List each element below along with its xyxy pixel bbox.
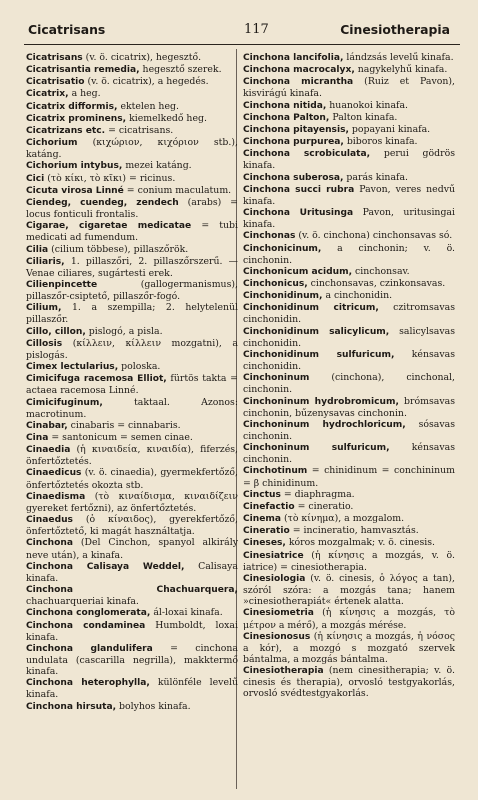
dictionary-entry (26, 620, 238, 643)
entry-headword: Cinefactio (243, 501, 295, 512)
dictionary-entry (26, 561, 238, 584)
entry-headword: Cinchona pitayensis, (243, 124, 349, 135)
entry-headword: Cinchona lancifolia, (243, 53, 344, 63)
dictionary-entry (26, 64, 238, 76)
entry-definition: kóros mozgalmak; v. ö. cinesis. (285, 537, 435, 549)
entry-definition: a heg. (68, 88, 101, 100)
entry-headword: Cinchona micrantha (243, 77, 354, 88)
dictionary-entry (243, 665, 455, 699)
entry-definition: = incineratio, hamvasztás. (289, 525, 419, 537)
dictionary-entry (243, 112, 455, 124)
entry-definition: = chinidinum = conchininum = β chinidinum. (243, 465, 455, 489)
dictionary-entry (243, 419, 455, 442)
entry-headword: Cinaedisma (26, 491, 86, 502)
page-header (24, 22, 460, 42)
dictionary-entry (243, 501, 455, 513)
entry-definition: cinabaris = cinnabaris. (67, 419, 181, 431)
dictionary-entry (26, 397, 238, 420)
entry-definition: (Ruiz et Pavon), kisvirágú kinafa. (243, 76, 455, 100)
dictionary-entry (26, 444, 238, 467)
dictionary-entry (26, 185, 238, 197)
entry-definition: (v. ö. cicatrix), hegesztő. (82, 52, 202, 63)
entry-definition: 1. a szempilla; 2. helytelenül pillaszőr. (26, 302, 238, 326)
entry-definition: (ἡ κιναιδεία, κιναιδία), fiferzés, önfertőztetés. (26, 444, 238, 468)
entry-headword: Cimex lectularius, (26, 362, 119, 373)
entry-definition: (κιχώριον, κιχόριον stb.), katáng. (26, 137, 238, 161)
entry-headword: Cineratio (243, 526, 290, 537)
entry-headword: Cinesiatrice (243, 550, 304, 561)
entry-definition: Pavon, veres nedvű kinafa. (243, 183, 455, 207)
entry-definition: = cineratio. (294, 500, 354, 512)
entry-headword: Cinchonicus, (243, 278, 308, 289)
entry-definition: mezei katáng. (122, 160, 192, 172)
entry-headword: Cinchona scrobiculata, (243, 149, 371, 160)
dictionary-entry (243, 243, 455, 266)
dictionary-entry (243, 230, 455, 242)
entry-definition: taktaal. Azonos: macrotinum. (26, 396, 238, 420)
entry-headword: Cilia (26, 244, 49, 255)
entry-headword: Cicatrisantia remedia, (26, 65, 140, 76)
dictionary-entry (243, 290, 455, 302)
entry-headword: Cinchona macrocalyx, (243, 65, 355, 76)
dictionary-entry (243, 442, 455, 465)
entry-headword: Cinchonidinum, (243, 291, 323, 302)
entry-definition: (cinchona), cinchonal, cinchonin. (243, 372, 455, 396)
dictionary-entry (243, 326, 455, 349)
entry-definition: = tubi medicati ad fumendum. (26, 220, 238, 244)
entry-definition: perui gödrös kinafa. (243, 148, 456, 172)
entry-headword: Cinchona conglomerata, (26, 608, 151, 619)
dictionary-entry (26, 244, 238, 256)
entry-definition: (τὸ κίκι, τὸ κῖκι) = ricinus. (44, 172, 176, 184)
entry-headword: Cicatrisatio (26, 77, 85, 88)
entry-definition: (τὸ κιναίδισμα, κιναιδίζειν gyereket fertőzni), az önfertőztetés. (26, 490, 238, 514)
dictionary-entry (26, 373, 238, 396)
entry-headword: Cinema (243, 514, 282, 525)
dictionary-entry (26, 326, 238, 338)
entry-headword: Cinctus (243, 489, 281, 500)
dictionary-entry (26, 173, 238, 185)
dictionary-entry (243, 396, 455, 419)
entry-definition: Palton kinafa. (329, 111, 398, 123)
dictionary-entry (243, 64, 455, 76)
dictionary-entry (243, 489, 455, 501)
entry-definition: ál-loxai kinafa. (150, 607, 223, 619)
entry-definition: biboros kinafa. (343, 136, 418, 148)
dictionary-entry (243, 550, 455, 573)
entry-headword: Cicatrix, (26, 89, 69, 100)
entry-definition: (cilium többese), pillaszőrök. (48, 243, 189, 255)
dictionary-entry (243, 100, 455, 112)
entry-headword: Cinchona Uritusinga (243, 208, 354, 219)
entry-definition: (arabs) = locus fonticuli frontalis. (26, 196, 238, 221)
entry-headword: Cigarae, cigaretae medicatae (26, 221, 192, 232)
entry-definition: brómsavas cinchonin, bűzenysavas cinchonin. (243, 395, 455, 419)
entry-headword: Cina (26, 433, 49, 443)
entry-headword: Cimicifuga racemosa Elliot, (26, 374, 167, 385)
entry-definition: bolyhos kinafa. (116, 700, 191, 712)
dictionary-entry (26, 338, 238, 361)
entry-definition: (ἡ κίνησις a mozgás, v. ö. iatrice) = cinesiotherapia. (243, 549, 455, 573)
dictionary-entry (26, 113, 238, 125)
dictionary-entry (26, 256, 238, 279)
entry-definition: 1. pillaszőri, 2. pillaszőrszerű. — Venae ciliares, sugártesti erek. (26, 255, 238, 279)
dictionary-entry (26, 220, 238, 243)
dictionary-entry (243, 136, 455, 148)
dictionary-entry (243, 537, 455, 549)
entry-headword: Cinaedus (26, 515, 73, 526)
dictionary-entry (243, 52, 455, 64)
entry-definition: (ἡ κίνησις a mozgás, ἡ νόσος a kór), a mozgó s mozgató szervek bántalma, a mozgás bántalma. (243, 630, 455, 665)
entry-headword: Cinchonicum acidum, (243, 266, 353, 277)
dictionary-entry (26, 361, 238, 373)
entry-definition: huanokoi kinafa. (326, 99, 409, 111)
entry-definition: = cicatrisans. (105, 124, 174, 136)
dictionary-entry (26, 52, 238, 64)
entry-definition: cinchonsavas, czinkonsavas. (307, 277, 446, 289)
entry-headword: Cici (26, 173, 45, 184)
entry-headword: Ciliaris, (26, 256, 65, 267)
entry-definition: (ἡ κίνησις a mozgás, τὸ μέτρον a mérő), a mozgás mérése. (243, 607, 455, 631)
dictionary-entry (243, 124, 455, 136)
entry-headword: Cinchona heterophylla, (26, 678, 150, 689)
entry-headword: Cinchona Calisaya Weddel, (26, 561, 185, 572)
dictionary-entry (243, 148, 455, 171)
entry-definition: (v. ö. cicatrix), a hegedés. (84, 76, 209, 88)
dictionary-entry (26, 607, 238, 619)
dictionary-entry (26, 537, 238, 560)
entry-headword: Cinchona hirsuta, (26, 701, 117, 712)
entry-definition: nagykelyhű kinafa. (354, 64, 448, 76)
entry-headword: Cinchonidinum citricum, (243, 303, 379, 314)
entry-definition: hegesztő szerek. (139, 64, 222, 76)
entry-definition: = cinchona undulata (cascarilla negrilla), makktermő kinafa. (26, 642, 238, 678)
entry-definition: (v. ö. cinchona) cinchonsavas só. (295, 230, 453, 242)
entry-headword: Cimicifuginum, (26, 397, 103, 408)
entry-headword: Cinchonidinum sulfuricum, (243, 349, 395, 360)
entry-definition: cinchonsav. (352, 265, 410, 277)
entry-headword: Cinabar, (26, 420, 68, 431)
entry-headword: Cinchotinum (243, 466, 308, 477)
dictionary-entry (26, 491, 238, 514)
entry-headword: Cinchona glandulifera (26, 643, 153, 654)
dictionary-entry (243, 349, 455, 372)
entry-definition: kénsavas cinchonin. (243, 442, 455, 466)
dictionary-entry (243, 607, 455, 630)
entry-headword: Cichorium intybus, (26, 161, 123, 172)
entry-definition: Pavon, uritusingai kinafa. (243, 207, 455, 231)
entry-definition: kiemelkedő heg. (126, 112, 207, 124)
entry-definition: a cinchonidin. (322, 290, 393, 302)
entry-headword: Cinchoninum hydrobromicum, (243, 396, 399, 407)
entry-headword: Ciendeg, cuendeg, zendech (26, 197, 179, 208)
dictionary-entry (26, 125, 238, 137)
entry-headword: Cinchona nitida, (243, 100, 327, 111)
entry-definition: fürtös takta = actaea racemosa Linné. (26, 373, 238, 397)
entry-definition: pislogó, a pisla. (85, 325, 163, 337)
entry-headword: Cinesionosus (243, 631, 311, 642)
entry-definition: popayani kinafa. (348, 123, 431, 135)
entry-definition: (v. ö. cinaedia), gyermekfertőző, önfertőztetés okozta stb. (26, 467, 238, 491)
entry-definition: parás kinafa. (343, 171, 409, 183)
dictionary-entry (243, 465, 455, 488)
entry-headword: Cillosis (26, 338, 63, 349)
entry-definition: ektelen heg. (117, 100, 179, 112)
dictionary-entry (26, 197, 238, 220)
entry-definition: (Del Cinchon, spanyol alkirály neve után), a kinafa. (26, 537, 238, 561)
dictionary-entry (243, 372, 455, 395)
dictionary-entry (26, 76, 238, 88)
entry-headword: Cilium, (26, 303, 62, 314)
entry-headword: Cinchona Chachuarquera, (26, 585, 238, 596)
entry-definition: czitromsavas cinchonidin. (243, 302, 455, 326)
entry-headword: Cinchona (26, 538, 73, 549)
dictionary-entry (243, 573, 455, 607)
entry-definition: = santonicum = semen cinae. (48, 432, 193, 443)
entry-definition: = diaphragma. (280, 488, 355, 500)
entry-headword: Cinesiotherapia (243, 666, 324, 677)
entry-definition: a cinchonin; v. ö. cinchonin. (243, 242, 455, 266)
dictionary-entry (26, 701, 238, 713)
dictionary-entry (26, 677, 238, 700)
dictionary-entry (243, 207, 455, 230)
entry-headword: Cinesiologia (243, 573, 306, 584)
entry-headword: Cinchonicinum, (243, 243, 322, 254)
entry-headword: Cinchonidinum salicylicum, (243, 326, 390, 337)
entry-definition: salicylsavas cinchonidin. (243, 325, 455, 349)
dictionary-entry (26, 432, 238, 444)
entry-headword: Cinchona condaminea (26, 620, 146, 631)
entry-headword: Cinesiometria (243, 608, 314, 619)
entry-headword: Cinaedicus (26, 468, 82, 479)
entry-definition: chachuarqueriai kinafa. (26, 596, 139, 608)
entry-headword: Cicatrix prominens, (26, 113, 127, 124)
dictionary-entry (26, 584, 238, 607)
dictionary-entry (26, 302, 238, 325)
entry-definition: (nem cinesitherapia; v. ö. cinesis és therapia), orvosló testgyakorlás, orvosló svédtestgyakorlás. (243, 665, 455, 700)
entry-definition: (ὁ κίναιδος), gyerekfertőző, önfertőztető, ki magát használtatja. (26, 514, 238, 538)
entry-headword: Cinchona suberosa, (243, 172, 344, 183)
dictionary-entry (26, 643, 238, 677)
entry-definition: poloska. (118, 361, 161, 373)
dictionary-entry (243, 76, 455, 99)
entry-headword: Cinchona purpurea, (243, 137, 344, 148)
dictionary-entry (243, 525, 455, 537)
dictionary-entry (243, 278, 455, 290)
entry-definition: lándzsás levelű kinafa. (343, 52, 454, 63)
entry-headword: Cinaedia (26, 445, 71, 456)
dictionary-entry (26, 160, 238, 172)
dictionary-entry (26, 101, 238, 113)
entry-headword: Cinchoninum hydrochloricum, (243, 419, 406, 430)
entry-headword: Cicatrizans etc. (26, 125, 106, 136)
entry-headword: Cilienpincette (26, 279, 98, 290)
dictionary-entry (26, 279, 238, 302)
dictionary-entry (243, 184, 455, 207)
entry-definition: (gallogermanismus), pillaszőr-csiptető, pillaszőr-fogó. (26, 278, 238, 303)
dictionary-entry (243, 266, 455, 278)
entry-headword: Cicatrisans (26, 53, 83, 63)
dictionary-entry (26, 88, 238, 100)
dictionary-entry (26, 137, 238, 160)
dictionary-entry (26, 514, 238, 537)
entry-definition: különféle levelű kinafa. (26, 677, 239, 701)
dictionary-entry (243, 631, 455, 665)
entry-definition: (κίλλειν, κίλλειν mozgatni), a pislogás. (26, 337, 238, 361)
entry-headword: Cicatrix difformis, (26, 101, 118, 112)
entry-headword: Cinchoninum (243, 373, 310, 384)
entry-definition: Calisaya kinafa. (26, 560, 238, 584)
entry-definition: kénsavas cinchonidin. (243, 348, 455, 373)
entry-definition: (v. ö. cinesis, ὁ λόγος a tan), szóról szóra: a mozgás tana; hanem »cinesiotherapiát« értenek alatta. (243, 572, 455, 608)
entry-definition: (τὸ κίνημα), a mozgalom. (281, 513, 405, 525)
entry-headword: Cinchoninum sulfuricum, (243, 443, 390, 454)
entry-headword: Cichorium (26, 138, 78, 149)
entry-headword: Cineses, (243, 538, 286, 549)
entry-definition: Humboldt, loxai kinafa. (26, 619, 238, 643)
entry-headword: Cicuta virosa Linné (26, 185, 124, 196)
dictionary-entry (26, 467, 238, 490)
dictionary-entry (243, 302, 455, 325)
entry-headword: Cillo, cillon, (26, 326, 86, 337)
dictionary-entry (243, 172, 455, 184)
header-last-entry: Cinesiotherapia (340, 22, 450, 37)
header-first-entry: Cicatrisans (28, 22, 106, 37)
dictionary-entry (26, 420, 238, 432)
page-number: 117 (244, 22, 269, 37)
header-rule (24, 44, 460, 45)
entry-definition: = conium maculatum. (123, 184, 232, 196)
entry-headword: Cinchona Palton, (243, 112, 330, 123)
left-column (26, 52, 238, 713)
entry-headword: Cinchona succi rubra (243, 184, 355, 195)
right-column (243, 52, 455, 700)
entry-headword: Cinchonas (243, 231, 296, 242)
dictionary-entry (243, 513, 455, 525)
entry-definition: sósavas cinchonin. (243, 418, 456, 442)
